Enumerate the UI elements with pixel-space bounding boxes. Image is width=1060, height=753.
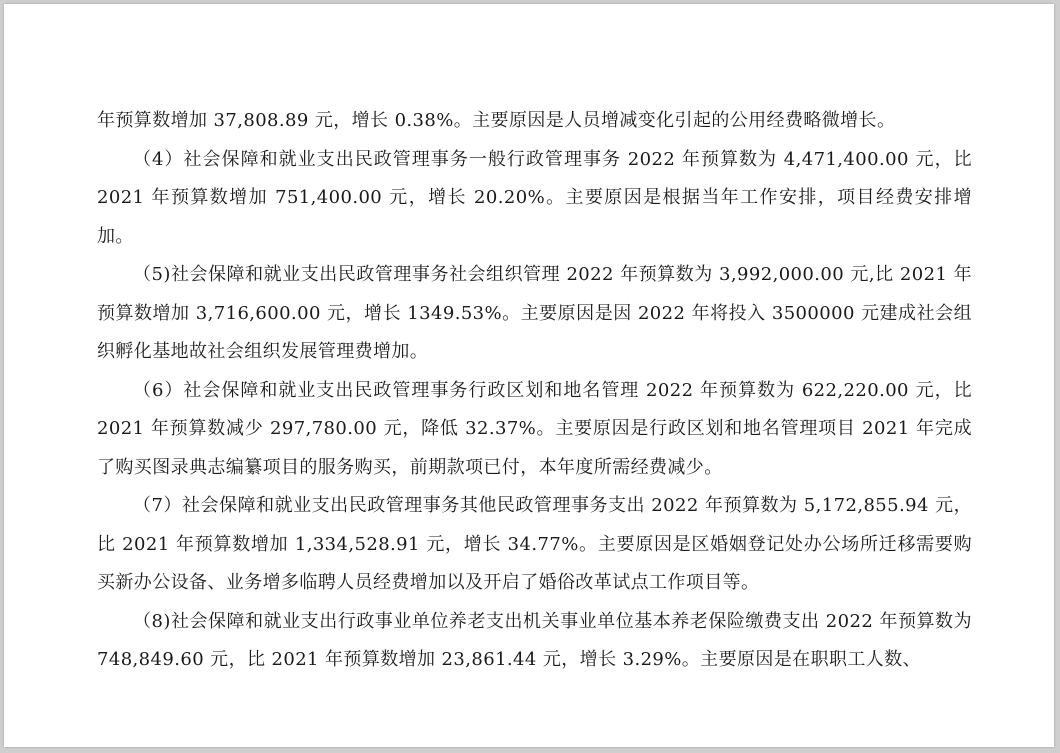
document-page — [4, 4, 1054, 747]
document-body — [97, 102, 972, 680]
paragraph-item-4: （4）社会保障和就业支出民政管理事务一般行政管理事务 2022 年预算数为 4,471,400.00 元，比 2021 年预算数增加 751,400.00 元，增长 20.20%。主要原因是根据当年工作安排，项目经费安排增加。 — [97, 148, 972, 247]
paragraph-item-5: （5)社会保障和就业支出民政管理事务社会组织管理 2022 年预算数为 3,992,000.00 元,比 2021 年预算数增加 3,716,600.00 元，增长 1349.53%。主要原因是因 2022 年将投入 3500000 元建成社会组织孵化基地故社会组织发展管理费增加。 — [97, 264, 972, 362]
paragraph-budget-increase-cont: 年预算数增加 37,808.89 元，增长 0.38%。主要原因是人员增减变化引起的公用经费略微增长。 — [97, 110, 896, 131]
paragraph-item-6: （6）社会保障和就业支出民政管理事务行政区划和地名管理 2022 年预算数为 622,220.00 元，比 2021 年预算数减少 297,780.00 元，降低 32.37%。主要原因是行政区划和地名管理项目 2021 年完成了购买图录典志编纂项目的服务购买，前期款项已付，本年度所需经费减少。 — [97, 379, 972, 478]
paragraph-item-8: （8)社会保障和就业支出行政事业单位养老支出机关事业单位基本养老保险缴费支出 2022 年预算数为 748,849.60 元，比 2021 年预算数增加 23,861.44 元，增长 3.29%。主要原因是在职职工人数、 — [97, 610, 972, 670]
paragraph-item-7: （7）社会保障和就业支出民政管理事务其他民政管理事务支出 2022 年预算数为 5,172,855.94 元，比 2021 年预算数增加 1,334,528.91 元，增长 34.77%。主要原因是区婚姻登记处办公场所迁移需要购买新办公设备、业务增多临聘人员经费增加以及开启了婚俗改革试点工作项目等。 — [97, 495, 972, 593]
